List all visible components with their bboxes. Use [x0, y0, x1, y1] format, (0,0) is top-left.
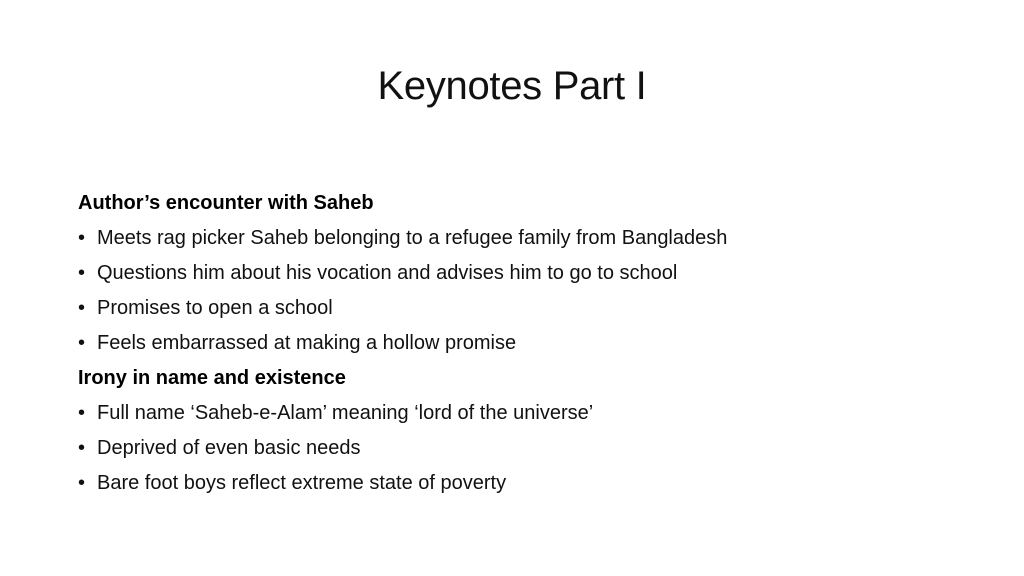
bullet-item: [78, 396, 978, 431]
section-heading: Author’s encounter with Saheb: [78, 192, 374, 214]
bullet-item: [78, 291, 978, 326]
bullet-text: Meets rag picker Saheb belonging to a refugee family from Bangladesh: [97, 227, 728, 249]
bullet-item: [78, 221, 978, 256]
bullet-text: Feels embarrassed at making a hollow promise: [97, 332, 517, 354]
bullet-icon: •: [78, 437, 86, 459]
bullet-icon: •: [78, 332, 86, 354]
bullet-icon: •: [78, 297, 86, 319]
bullet-item: [78, 466, 978, 501]
bullet-text: Bare foot boys reflect extreme state of poverty: [97, 472, 507, 494]
bullet-icon: •: [78, 402, 86, 424]
bullet-icon: •: [78, 262, 86, 284]
bullet-icon: •: [78, 472, 86, 494]
bullet-icon: •: [78, 227, 86, 249]
bullet-item: [78, 431, 978, 466]
bullet-text: Questions him about his vocation and advises him to go to school: [97, 262, 678, 284]
bullet-item: [78, 256, 978, 291]
bullet-text: Deprived of even basic needs: [97, 437, 361, 459]
bullet-text: Promises to open a school: [97, 297, 333, 319]
section-heading: Irony in name and existence: [78, 367, 346, 389]
slide-title: Keynotes Part I: [377, 64, 647, 108]
slide-content: [78, 186, 978, 501]
bullet-text: Full name ‘Saheb-e-Alam’ meaning ‘lord of the universe’: [97, 402, 594, 424]
bullet-item: [78, 326, 978, 361]
